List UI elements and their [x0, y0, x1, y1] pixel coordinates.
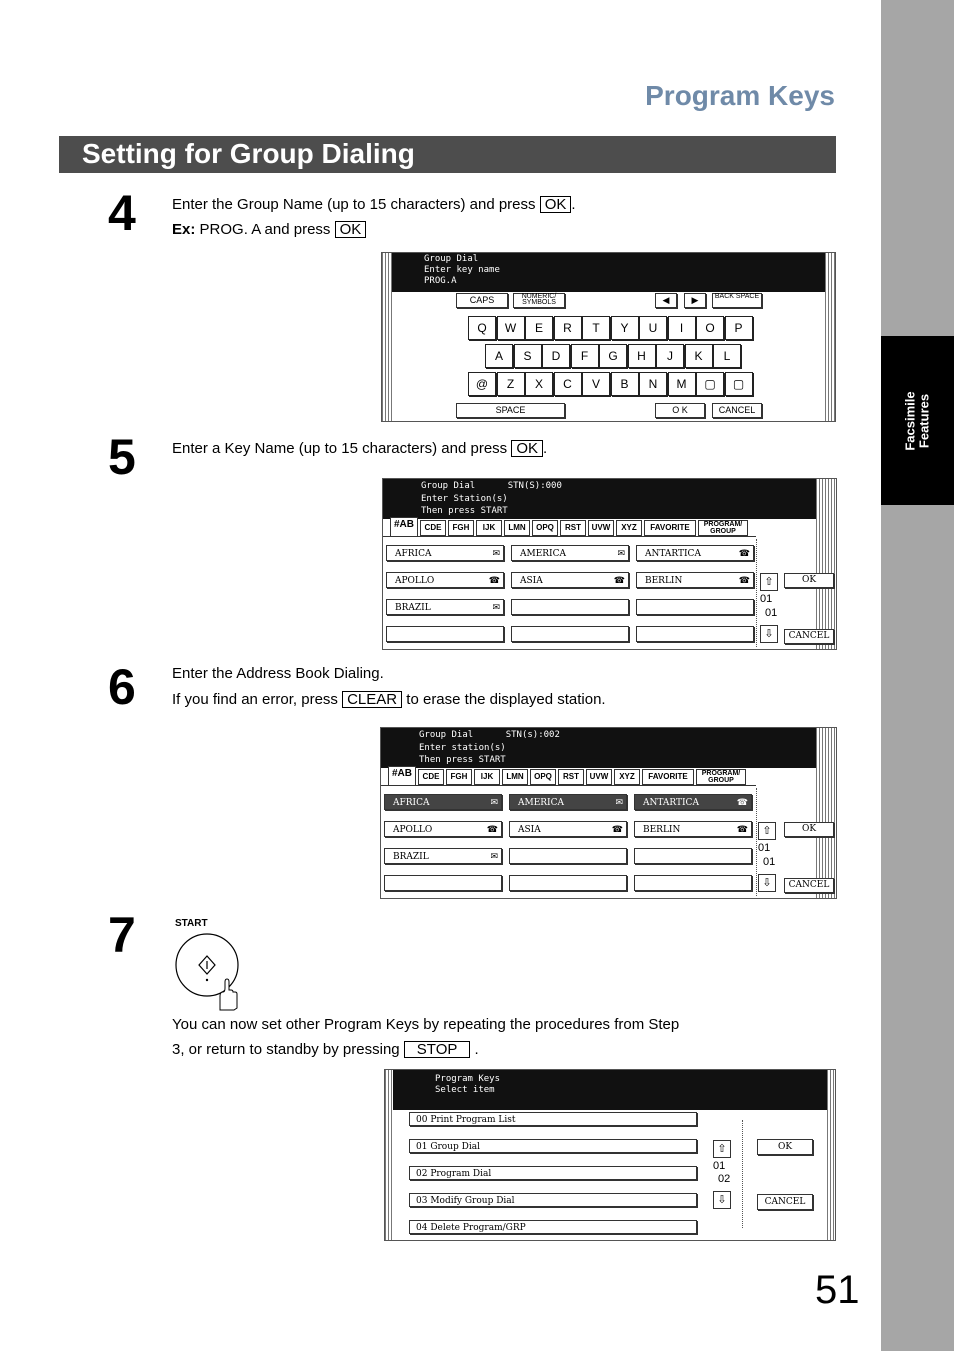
address-tab[interactable]: PROGRAM/ GROUP — [698, 520, 748, 536]
keyboard-key[interactable]: I — [668, 316, 696, 340]
screen-edge — [827, 1070, 835, 1240]
keyboard-key[interactable]: V — [582, 372, 610, 396]
cancel-button[interactable]: CANCEL — [712, 403, 762, 418]
keyboard-key[interactable]: E — [525, 316, 553, 340]
address-tab[interactable]: FGH — [446, 769, 472, 785]
fax-icon: ☎ — [611, 825, 623, 835]
section-title: Setting for Group Dialing — [82, 138, 415, 169]
fax-icon: ☎ — [736, 825, 748, 835]
address-entry-label: ASIA — [518, 825, 541, 835]
step-5-line: Enter a Key Name (up to 15 characters) and press — [172, 440, 508, 457]
address-entry[interactable] — [386, 545, 504, 561]
station-count: STN(s):002 — [505, 730, 560, 740]
screen-header-text — [421, 480, 562, 518]
screen-line: Then press START — [421, 506, 508, 516]
lcd-screen-address-book-selected — [380, 727, 837, 899]
space-button[interactable]: SPACE — [456, 403, 565, 418]
ok-button[interactable]: OK — [784, 822, 834, 837]
address-tab[interactable]: IJK — [476, 520, 502, 536]
screen-line: Program Keys — [435, 1074, 501, 1084]
lcd-screen-keyboard — [381, 252, 836, 422]
screen-header-text — [419, 729, 560, 767]
stop-key: STOP — [404, 1041, 471, 1058]
address-entry-label: AMERICA — [518, 798, 565, 808]
fax-icon: ☎ — [486, 825, 498, 835]
lcd-screen-program-keys — [384, 1069, 836, 1241]
page-header-title: Program Keys — [645, 80, 835, 111]
keyboard-key[interactable]: ▢ — [725, 372, 753, 396]
screen-edge — [385, 1070, 393, 1240]
step-7-text: 3, or return to standby by pressing — [172, 1041, 400, 1058]
ok-key: OK — [335, 221, 367, 238]
address-entry-label: ANTARTICA — [643, 798, 699, 808]
tab-line-2: Features — [916, 393, 932, 448]
cursor-left-button[interactable]: ◀ — [655, 293, 677, 308]
address-entry-label: AFRICA — [393, 798, 430, 808]
step-number-4: 4 — [108, 185, 136, 241]
step-number-5: 5 — [108, 429, 136, 485]
email-icon: ✉ — [490, 852, 498, 862]
step-7-line-1: You can now set other Program Keys by repeating the procedures from Step — [172, 1016, 680, 1033]
address-tab[interactable]: LMN — [504, 520, 530, 536]
scroll-down-icon[interactable]: ⇩ — [760, 625, 778, 643]
address-entry-label: APOLLO — [393, 825, 433, 835]
divider — [742, 1120, 743, 1228]
screen-edge — [816, 479, 836, 649]
section-tab-label — [881, 336, 954, 505]
address-entry[interactable] — [509, 794, 627, 810]
fax-icon: ☎ — [738, 576, 750, 586]
divider — [756, 539, 758, 647]
address-entry-label: BERLIN — [645, 576, 683, 586]
keyboard-key[interactable]: Q — [468, 316, 496, 340]
email-icon: ✉ — [615, 798, 623, 808]
step-4-example — [172, 221, 366, 238]
keyboard-key[interactable]: W — [497, 316, 525, 340]
screen-line: Enter station(s) — [419, 742, 506, 753]
screen-header-text — [424, 254, 500, 287]
address-entry[interactable] — [386, 626, 504, 642]
keyboard-key[interactable]: T — [582, 316, 610, 340]
address-entry[interactable] — [636, 626, 754, 642]
address-tab[interactable]: LMN — [502, 769, 528, 785]
step-4-text: Enter the Group Name (up to 15 characters) and press OK . — [172, 196, 576, 213]
page-counter-top: 01 — [713, 1160, 726, 1172]
address-entry[interactable] — [509, 821, 627, 837]
address-entry-label: ANTARTICA — [645, 549, 701, 559]
keyboard-key[interactable]: A — [485, 344, 513, 368]
screen-edge — [382, 253, 392, 421]
address-entry[interactable] — [511, 626, 629, 642]
screen-edge — [825, 253, 835, 421]
step-number-7: 7 — [108, 907, 136, 963]
address-tab[interactable]: OPQ — [530, 769, 556, 785]
page-counter-bottom: 01 — [763, 856, 776, 868]
email-icon: ✉ — [492, 549, 500, 559]
address-entry-label: BERLIN — [643, 825, 681, 835]
page-counter-bottom: 01 — [765, 607, 778, 619]
cancel-button[interactable]: CANCEL — [784, 629, 834, 644]
address-tab[interactable]: FGH — [448, 520, 474, 536]
address-tab[interactable]: UVW — [588, 520, 614, 536]
keyboard-key[interactable]: G — [599, 344, 627, 368]
address-tab[interactable]: #AB — [388, 766, 416, 785]
station-count: STN(S):000 — [507, 481, 562, 491]
scroll-up-icon[interactable]: ⇧ — [713, 1140, 731, 1158]
step-6-text: to erase the displayed station. — [406, 691, 606, 708]
keyboard-key[interactable]: S — [514, 344, 542, 368]
fax-icon: ☎ — [738, 549, 750, 559]
keyboard-key[interactable]: X — [525, 372, 553, 396]
address-entry[interactable] — [386, 572, 504, 588]
side-bar — [881, 0, 954, 1351]
example-label: Ex: — [172, 221, 196, 238]
caps-button[interactable]: CAPS — [456, 293, 508, 308]
ok-key: OK — [540, 196, 572, 213]
keyboard-key[interactable]: M — [668, 372, 696, 396]
screen-line: Group Dial — [421, 481, 476, 491]
address-entry[interactable] — [384, 848, 502, 864]
address-tab[interactable]: IJK — [474, 769, 500, 785]
address-entry[interactable] — [634, 821, 752, 837]
menu-item[interactable]: 00 Print Program List — [409, 1112, 697, 1126]
scroll-down-icon[interactable]: ⇩ — [713, 1191, 731, 1209]
keyboard-key[interactable]: Z — [497, 372, 525, 396]
numeric-symbols-button[interactable]: NUMERIC/ SYMBOLS — [513, 293, 565, 308]
keyboard-key[interactable]: D — [542, 344, 570, 368]
address-entry[interactable] — [634, 875, 752, 891]
screen-line: PROG.A — [424, 276, 457, 286]
address-entry[interactable] — [509, 848, 627, 864]
keyboard-key[interactable]: H — [628, 344, 656, 368]
address-tab[interactable]: XYZ — [614, 769, 640, 785]
page-counter-bottom: 02 — [718, 1173, 731, 1185]
address-entry[interactable] — [511, 545, 629, 561]
keyboard-key[interactable]: B — [611, 372, 639, 396]
screen-line: Group Dial — [419, 730, 474, 740]
address-entry-label: ASIA — [520, 576, 543, 586]
lcd-screen-address-book — [382, 478, 837, 650]
address-entry-label: AFRICA — [395, 549, 432, 559]
address-entry-label: BRAZIL — [393, 852, 429, 862]
ok-button[interactable]: OK — [757, 1139, 813, 1155]
keyboard-key[interactable]: @ — [468, 372, 496, 396]
menu-item[interactable]: 02 Program Dial — [409, 1166, 697, 1180]
address-tab[interactable]: OPQ — [532, 520, 558, 536]
ok-button[interactable]: O K — [655, 403, 705, 418]
address-entry[interactable] — [634, 848, 752, 864]
address-entry[interactable] — [636, 545, 754, 561]
address-entry[interactable] — [384, 821, 502, 837]
keyboard-key[interactable]: U — [639, 316, 667, 340]
keyboard-key[interactable]: O — [696, 316, 724, 340]
address-entry[interactable] — [386, 599, 504, 615]
address-entry[interactable] — [384, 794, 502, 810]
address-tab[interactable]: PROGRAM/ GROUP — [696, 769, 746, 785]
scroll-up-icon[interactable]: ⇧ — [758, 822, 776, 840]
page-counter-top: 01 — [760, 593, 773, 605]
keyboard-key[interactable]: L — [713, 344, 741, 368]
address-entry[interactable] — [511, 572, 629, 588]
fax-icon: ☎ — [488, 576, 500, 586]
email-icon: ✉ — [492, 603, 500, 613]
keyboard-key[interactable]: N — [639, 372, 667, 396]
keyboard-key[interactable]: C — [554, 372, 582, 396]
keyboard-key[interactable]: R — [554, 316, 582, 340]
address-tab[interactable]: FAVORITE — [644, 520, 696, 536]
step-number-6: 6 — [108, 659, 136, 715]
address-tab[interactable]: CDE — [420, 520, 446, 536]
screen-line: Enter key name — [424, 265, 500, 275]
screen-edge — [816, 728, 836, 898]
tab-line-1: Facsimile — [902, 390, 918, 451]
scroll-up-icon[interactable]: ⇧ — [760, 573, 778, 591]
address-entry-label: AMERICA — [520, 549, 567, 559]
address-entry[interactable] — [384, 875, 502, 891]
step-7-line-2: 3, or return to standby by pressing STOP . — [172, 1041, 479, 1058]
step-6-line-2 — [172, 691, 606, 708]
cancel-button[interactable]: CANCEL — [757, 1194, 813, 1210]
address-tab[interactable]: RST — [558, 769, 584, 785]
cancel-button[interactable]: CANCEL — [784, 878, 834, 893]
screen-line: Group Dial — [424, 254, 479, 264]
tab-underline — [381, 785, 756, 786]
address-tab[interactable]: CDE — [418, 769, 444, 785]
address-tab[interactable]: RST — [560, 520, 586, 536]
menu-item[interactable]: 04 Delete Program/GRP — [409, 1220, 697, 1234]
menu-item[interactable]: 01 Group Dial — [409, 1139, 697, 1153]
address-entry-label: BRAZIL — [395, 603, 431, 613]
tab-underline — [383, 536, 756, 537]
screen-header-text — [435, 1074, 500, 1096]
keyboard-key[interactable]: F — [571, 344, 599, 368]
keyboard-key[interactable]: J — [656, 344, 684, 368]
screen-line: Select item — [435, 1085, 495, 1095]
clear-key: CLEAR — [342, 691, 402, 708]
address-entry[interactable] — [636, 599, 754, 615]
screen-line: Then press START — [419, 755, 506, 765]
keyboard-key[interactable]: ▢ — [696, 372, 724, 396]
screen-line: Enter Station(s) — [421, 493, 508, 504]
step-6-text: If you find an error, press — [172, 691, 338, 708]
step-4-line: Enter the Group Name (up to 15 characters) and press — [172, 196, 536, 213]
address-entry[interactable] — [636, 572, 754, 588]
address-entry[interactable] — [634, 794, 752, 810]
cursor-right-button[interactable]: ▶ — [684, 293, 706, 308]
address-entry-label: APOLLO — [395, 576, 435, 586]
address-entry[interactable] — [511, 599, 629, 615]
step-5-text: Enter a Key Name (up to 15 characters) and press OK . — [172, 440, 548, 457]
menu-item[interactable]: 03 Modify Group Dial — [409, 1193, 697, 1207]
address-tab[interactable]: #AB — [390, 517, 418, 536]
keyboard-key[interactable]: P — [725, 316, 753, 340]
address-tab[interactable]: UVW — [586, 769, 612, 785]
ok-button[interactable]: OK — [784, 573, 834, 588]
email-icon: ✉ — [617, 549, 625, 559]
keyboard-key[interactable]: Y — [611, 316, 639, 340]
backspace-button[interactable]: BACK SPACE — [712, 293, 762, 308]
address-tab[interactable]: FAVORITE — [642, 769, 694, 785]
scroll-down-icon[interactable]: ⇩ — [758, 874, 776, 892]
page-number: 51 — [815, 1268, 860, 1312]
fax-icon: ☎ — [736, 798, 748, 808]
address-tab[interactable]: XYZ — [616, 520, 642, 536]
keyboard-key[interactable]: K — [685, 344, 713, 368]
ok-key: OK — [511, 440, 543, 457]
step-6-line-1: Enter the Address Book Dialing. — [172, 665, 384, 682]
email-icon: ✉ — [490, 798, 498, 808]
start-label: START — [175, 918, 208, 929]
example-text: PROG. A and press — [199, 221, 331, 238]
page-counter-top: 01 — [758, 842, 771, 854]
fax-icon: ☎ — [613, 576, 625, 586]
start-button-icon — [172, 930, 244, 1017]
address-entry[interactable] — [509, 875, 627, 891]
